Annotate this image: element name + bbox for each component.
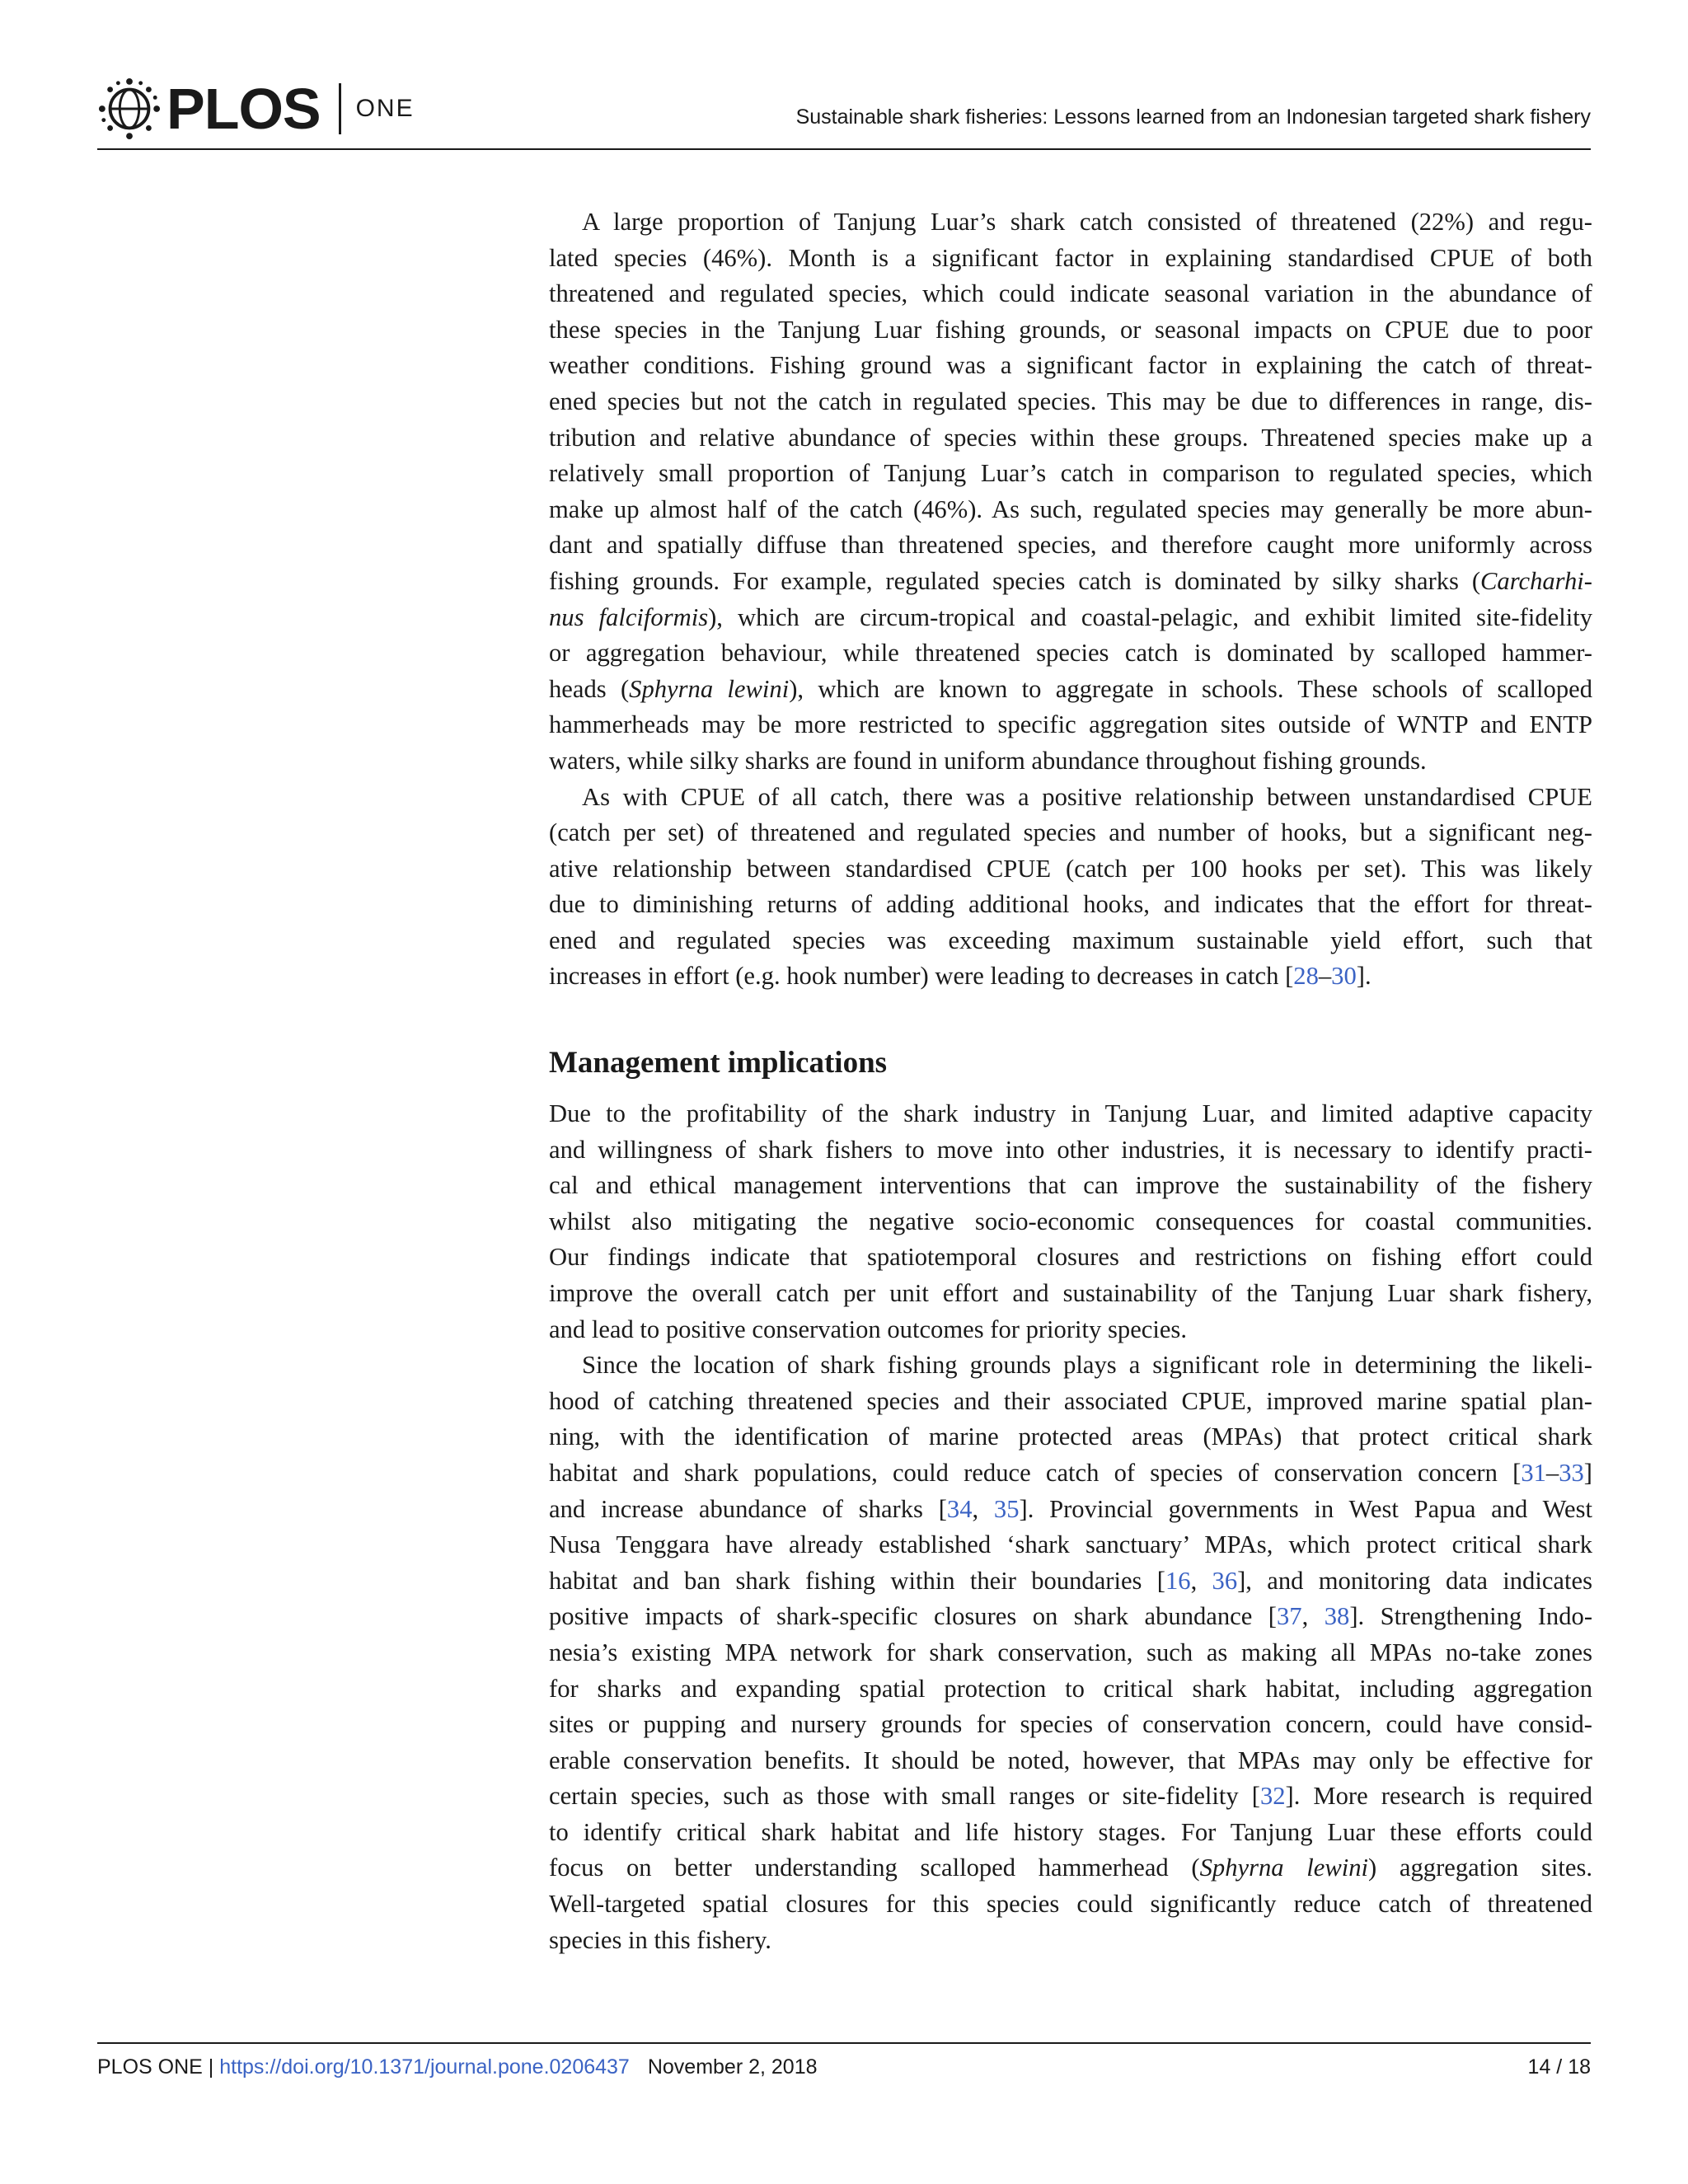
page-footer — [97, 2055, 1591, 2079]
citation-link[interactable]: 34 — [946, 1494, 973, 1523]
paragraph-cpue-hooks: As with CPUE of all catch, there was a positive relationship between unstandardised CPUE (catch per set) of threatened and regulated species and number of hooks, but a significant neg- ative relationship between standardised CPUE (catch per 100 hooks per set). This was likely due to diminishing returns of adding additional hooks, and indicates that the effort for threat- ened and regulated species was exceeding maximum sustainable yield effort, such that increases in effort (e.g. hook number) were leading to decreases in catch [28–30]. — [549, 782, 1592, 991]
paragraph-threatened-regulated: A large proportion of Tanjung Luar’s shark catch consisted of threatened (22%) and regu- lated species (46%). Month is a significant factor in explaining standardised CPUE of both threatened and regulated species, which could indicate seasonal variation in the abundance of these species in the Tanjung Luar fishing grounds, or seasonal impacts on CPUE due to poor weather conditions. Fishing ground was a significant factor in explaining the catch of threat- ened species but not the catch in regulated species. This may be due to differences in range, dis- tribution and relative abundance of species within these groups. Threatened species make up a relatively small proportion of Tanjung Luar’s catch in comparison to regulated species, which make up almost half of the catch (46%). As such, regulated species may generally be more abun- dant and spatially diffuse than threatened species, and therefore caught more uniformly across fishing grounds. For example, regulated species catch is dominated by silky sharks (Carcharhi- nus falciformis), which are circum-tropical and coastal-pelagic, and exhibit limited site-fidelity or aggregation behaviour, while threatened species catch is dominated by scalloped hammer- heads (Sphyrna lewini), which are known to aggregate in schools. These schools of scalloped hammerheads may be more restricted to specific aggregation sites outside of WNTP and ENTP waters, while silky sharks are found in uniform abundance throughout fishing grounds. — [549, 208, 1592, 775]
citation-link[interactable]: 16 — [1165, 1566, 1191, 1595]
citation-link[interactable]: 37 — [1277, 1602, 1302, 1631]
footer-journal: PLOS ONE | — [97, 2055, 220, 2079]
citation-link[interactable]: 32 — [1259, 1782, 1286, 1811]
paragraph-management-intro: Due to the profitability of the shark industry in Tanjung Luar, and limited adaptive capacity and willingness of shark fishers to move into other industries, it is necessary to identify practi- cal and ethical management interventions that can improve the sustainability of the fishery whilst also mitigating the negative socio-economic consequences for coastal communities. Our findings indicate that spatiotemporal closures and restrictions on fishing effort could improve the overall catch per unit effort and sustainability of the Tanjung Luar shark fishery, and lead to positive conservation outcomes for priority species. — [549, 1099, 1592, 1343]
publication-date: November 2, 2018 — [647, 2055, 818, 2079]
citation-link[interactable]: 36 — [1212, 1566, 1238, 1595]
running-title: Sustainable shark fisheries: Lessons learned from an Indonesian targeted shark fishery — [795, 105, 1591, 129]
citation-link[interactable]: 35 — [993, 1494, 1020, 1523]
citation-link[interactable]: 33 — [1559, 1458, 1584, 1487]
citation-link[interactable]: 30 — [1331, 962, 1357, 991]
logo-one-text: ONE — [355, 95, 415, 122]
logo-plos-text: PLOS — [166, 77, 321, 141]
citation-link[interactable]: 28 — [1293, 962, 1319, 991]
doi-link[interactable]: https://doi.org/10.1371/journal.pone.0206437 — [219, 2055, 630, 2079]
paragraph-spatial-planning: Since the location of shark fishing grounds plays a significant role in determining the likeli- hood of catching threatened species and their associated CPUE, improved marine spatial plan- ning, with the identification of marine protected areas (MPAs) that protect critical shark habitat and shark populations, could reduce catch of species of conservation concern [31–33] and increase abundance of sharks [34, 35]. Provincial governments in West Papua and West Nusa Tenggara have already established ‘shark sanctuary’ MPAs, which protect critical shark habitat and ban shark fishing within their boundaries [16, 36], and monitoring data indicates positive impacts of shark-specific closures on shark abundance [37, 38]. Strengthening Indo- nesia’s existing MPA network for shark conservation, such as making all MPAs no-take zones for sharks and expanding spatial protection to critical shark habitat, including aggregation sites or pupping and nursery grounds for species of conservation concern, could have consid- erable conservation benefits. It should be noted, however, that MPAs may only be effective for certain species, such as those with small ranges or site-fidelity [32]. More research is required to identify critical shark habitat and life history stages. For Tanjung Luar these efforts could focus on better understanding scalloped hammerhead (Sphyrna lewini) aggregation sites. Well-targeted spatial closures for this species could significantly reduce catch of threatened species in this fishery. — [549, 1351, 1593, 1954]
footer-divider — [97, 2042, 1591, 2044]
plos-one-logo — [97, 76, 415, 142]
logo-divider — [339, 83, 341, 134]
section-heading: Management implications — [549, 1046, 888, 1080]
body-text-management — [549, 1096, 1592, 1958]
plos-globe-icon — [97, 77, 162, 141]
citation-link[interactable]: 31 — [1521, 1458, 1546, 1487]
header-divider — [97, 148, 1591, 150]
body-text — [549, 204, 1592, 995]
page-number: 14 / 18 — [1527, 2055, 1591, 2079]
citation-link[interactable]: 38 — [1324, 1602, 1350, 1631]
